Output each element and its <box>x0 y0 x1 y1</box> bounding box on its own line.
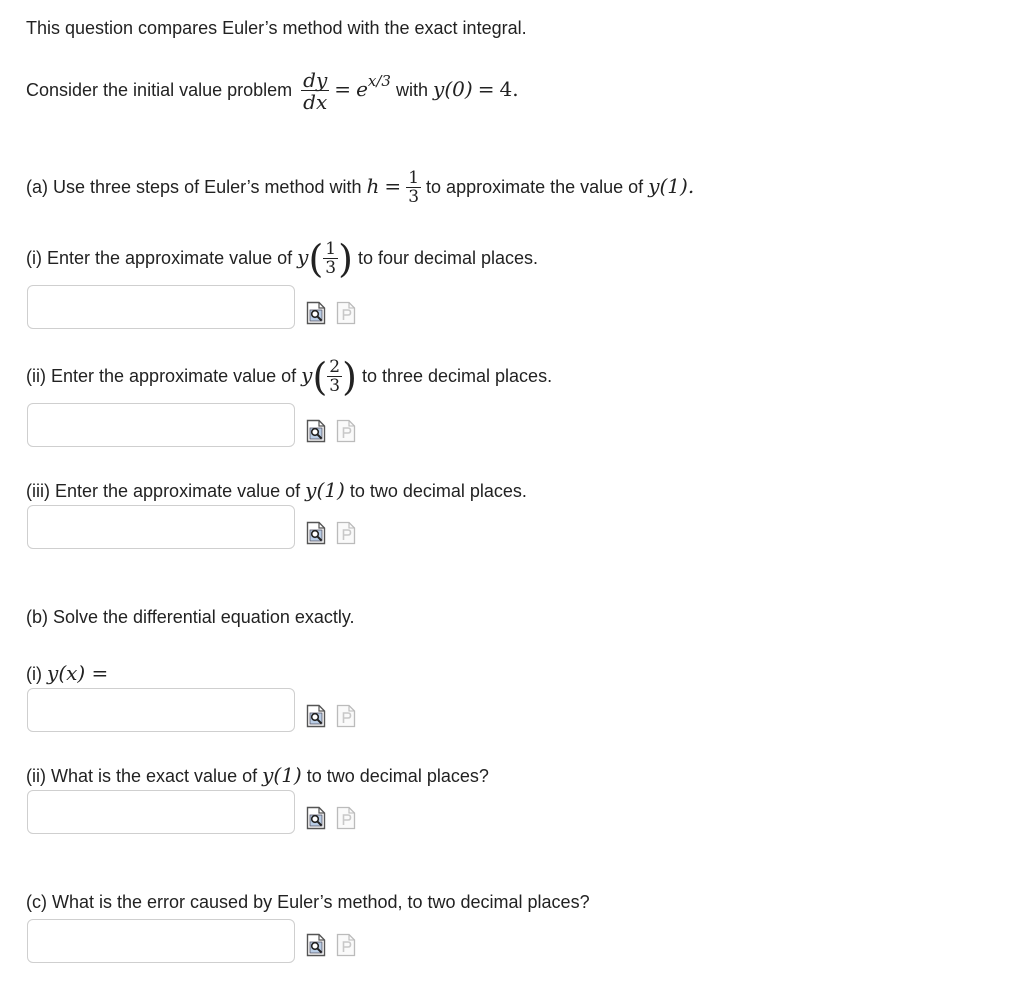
answer-a-iii-input[interactable] <box>27 505 295 549</box>
formula-icon[interactable] <box>336 419 356 443</box>
answer-c-input[interactable] <box>27 919 295 963</box>
part-b-i-prompt: (i) y(x) = <box>26 661 109 685</box>
dy-dx-fraction: $\frac{dy}{dx}$ <box>303 68 328 114</box>
part-a-i-prompt: (i) Enter the approximate value of y( $\frac{1}{3}$ ) to four decimal places. <box>26 237 539 281</box>
ivp-statement: Consider the initial value problem $\frac{dy}{dx}$ = $e^{x/3}$ with y(0) = 4. <box>26 68 519 114</box>
ivp-prefix: Consider the initial value problem <box>26 79 293 100</box>
formula-icon[interactable] <box>336 301 356 325</box>
answer-b-i-input[interactable] <box>27 688 295 732</box>
target-value: y(1). <box>648 173 695 198</box>
step-size-symbol: h <box>366 173 380 198</box>
two-thirds-fraction: $\frac{2}{3}$ <box>329 357 341 396</box>
part-a-iii-prompt: (iii) Enter the approximate value of y(1) to two decimal places. <box>26 478 527 502</box>
formula-icon[interactable] <box>336 806 356 830</box>
with-text: with <box>396 79 429 100</box>
exp-base: e <box>356 76 368 101</box>
one-third-fraction: $\frac{1}{3}$ <box>325 239 337 278</box>
answer-b-ii-input[interactable] <box>27 790 295 834</box>
equals-sign: = <box>334 76 352 101</box>
preview-icon[interactable] <box>306 806 326 830</box>
preview-icon[interactable] <box>306 419 326 443</box>
initial-value: 4. <box>499 76 519 101</box>
formula-icon[interactable] <box>336 521 356 545</box>
intro-text: This question compares Euler’s method with the exact integral. <box>26 18 527 38</box>
formula-icon[interactable] <box>336 704 356 728</box>
preview-icon[interactable] <box>306 521 326 545</box>
part-a-ii-prompt: (ii) Enter the approximate value of y( $\frac{2}{3}$ ) to three decimal places. <box>26 355 553 399</box>
step-size-fraction: $\frac{1}{3}$ <box>408 168 420 207</box>
part-b-ii-prompt: (ii) What is the exact value of y(1) to two decimal places? <box>26 763 489 787</box>
part-a-statement: (a) Use three steps of Euler’s method with h = $\frac{1}{3}$ to approximate the value of y(1). <box>26 168 695 207</box>
part-b-statement: (b) Solve the differential equation exactly. <box>26 607 355 627</box>
answer-a-ii-input[interactable] <box>27 403 295 447</box>
part-c-prompt: (c) What is the error caused by Euler’s method, to two decimal places? <box>26 892 590 912</box>
exp-power: x/3 <box>367 71 391 90</box>
preview-icon[interactable] <box>306 933 326 957</box>
answer-a-i-input[interactable] <box>27 285 295 329</box>
formula-icon[interactable] <box>336 933 356 957</box>
preview-icon[interactable] <box>306 301 326 325</box>
question-intro <box>26 18 527 39</box>
initial-condition: y(0) <box>433 76 473 101</box>
preview-icon[interactable] <box>306 704 326 728</box>
